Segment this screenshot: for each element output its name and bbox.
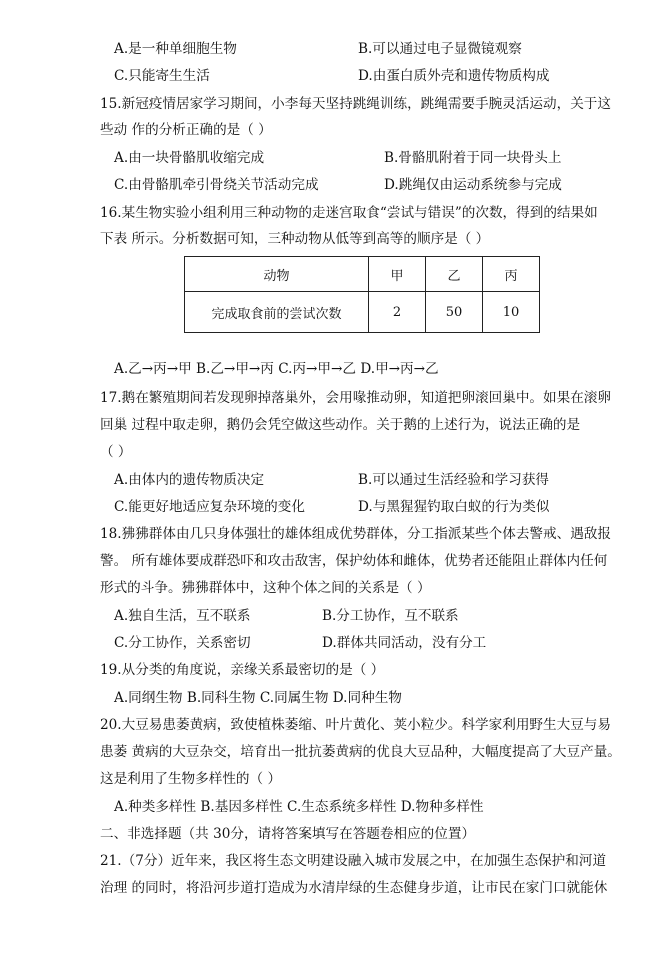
- section-heading: 二、非选择题（共 30分，请将答案填写在答题卷相应的位置）: [100, 826, 476, 842]
- q18-option-c: C.分工协作，关系密切: [114, 635, 251, 651]
- q16-stem-line-1: 16.某生物实验小组利用三种动物的走迷宫取食“尝试与错误”的次数，得到的结果如: [100, 205, 598, 221]
- q15-option-a: A.由一块骨骼肌收缩完成: [114, 150, 265, 166]
- q18-stem-line-3: 形式的斗争。狒狒群体中，这种个体之间的关系是（ ）: [100, 580, 431, 596]
- q20-stem-line-1: 20.大豆易患萎黄病，致使植株萎缩、叶片黄化、荚小粒少。科学家利用野生大豆与易: [100, 717, 611, 733]
- q15-option-d: D.跳绳仅由运动系统参与完成: [384, 177, 562, 193]
- q18-stem-line-1: 18.狒狒群体由几只身体强壮的雄体组成优势群体，分工指派某些个体去警戒、遇敌报: [100, 526, 611, 542]
- q16-stem-line-2: 下表 所示。分析数据可知，三种动物从低等到高等的顺序是（ ）: [100, 231, 490, 247]
- table-header-cell: 甲: [369, 257, 426, 292]
- q15-option-b: B.骨骼肌附着于同一块骨头上: [384, 150, 562, 166]
- q16-data-table: [184, 256, 540, 333]
- table-header-cell: 丙: [483, 257, 540, 292]
- table-header-row: [185, 257, 540, 292]
- q17-stem-line-1: 17.鹅在繁殖期间若发现卵掉落巢外，会用喙推动卵，知道把卵滚回巢中。如果在滚卵: [100, 390, 611, 406]
- table-row: [185, 292, 540, 333]
- q17-option-a: A.由体内的遗传物质决定: [114, 472, 265, 488]
- q16-options: A.乙→丙→甲 B.乙→甲→丙 C.丙→甲→乙 D.甲→丙→乙: [114, 361, 439, 377]
- q20-stem-line-2: 患萎 黄病的大豆杂交，培育出一批抗萎黄病的优良大豆品种，大幅度提高了大豆产量。: [100, 744, 621, 760]
- q18-option-d: D.群体共同活动，没有分工: [322, 635, 487, 651]
- q20-options: A.种类多样性 B.基因多样性 C.生态系统多样性 D.物种多样性: [114, 799, 484, 815]
- table-cell: 2: [369, 292, 426, 333]
- q21-stem-line-1: 21.（7分）近年来，我区将生态文明建设融入城市发展之中，在加强生态保护和河道: [100, 853, 607, 869]
- q18-stem-line-2: 警。 所有雄体要成群恐吓和攻击敌害，保护幼体和雌体，优势者还能阻止群体内任何: [100, 553, 608, 569]
- q14-option-c: C.只能寄生生活: [114, 68, 210, 84]
- q18-option-a: A.独自生活，互不联系: [114, 608, 251, 624]
- q14-option-b: B.可以通过电子显微镜观察: [358, 41, 522, 57]
- q17-option-b: B.可以通过生活经验和学习获得: [358, 472, 550, 488]
- q19-options: A.同纲生物 B.同科生物 C.同属生物 D.同种生物: [114, 690, 402, 706]
- q14-option-d: D.由蛋白质外壳和遗传物质构成: [358, 68, 550, 84]
- q21-stem-line-2: 治理 的同时，将沿河步道打造成为水清岸绿的生态健身步道，让市民在家门口就能休: [100, 880, 608, 896]
- table-cell: 完成取食前的尝试次数: [185, 292, 369, 333]
- q15-option-c: C.由骨骼肌牵引骨绕关节活动完成: [114, 177, 319, 193]
- q15-stem-line-1: 15.新冠疫情居家学习期间，小李每天坚持跳绳训练，跳绳需要手腕灵活运动，关于这: [100, 96, 611, 112]
- q17-stem-line-2: 回巢 过程中取走卵，鹅仍会凭空做这些动作。关于鹅的上述行为，说法正确的是: [100, 417, 581, 433]
- q14-option-a: A.是一种单细胞生物: [114, 41, 237, 57]
- q17-stem-line-3: （ ）: [100, 444, 132, 460]
- table-header-cell: 乙: [426, 257, 483, 292]
- q17-option-c: C.能更好地适应复杂环境的变化: [114, 499, 305, 515]
- table-cell: 50: [426, 292, 483, 333]
- q18-option-b: B.分工协作，互不联系: [322, 608, 459, 624]
- q15-stem-line-2: 些动 作的分析正确的是（ ）: [100, 122, 272, 138]
- q20-stem-line-3: 这是利用了生物多样性的（ ）: [100, 771, 282, 787]
- q17-option-d: D.与黑猩猩钓取白蚁的行为类似: [358, 499, 550, 515]
- table-cell: 10: [483, 292, 540, 333]
- table-header-cell: 动物: [185, 257, 369, 292]
- q19-stem-line-1: 19.从分类的角度说，亲缘关系最密切的是（ ）: [100, 662, 385, 678]
